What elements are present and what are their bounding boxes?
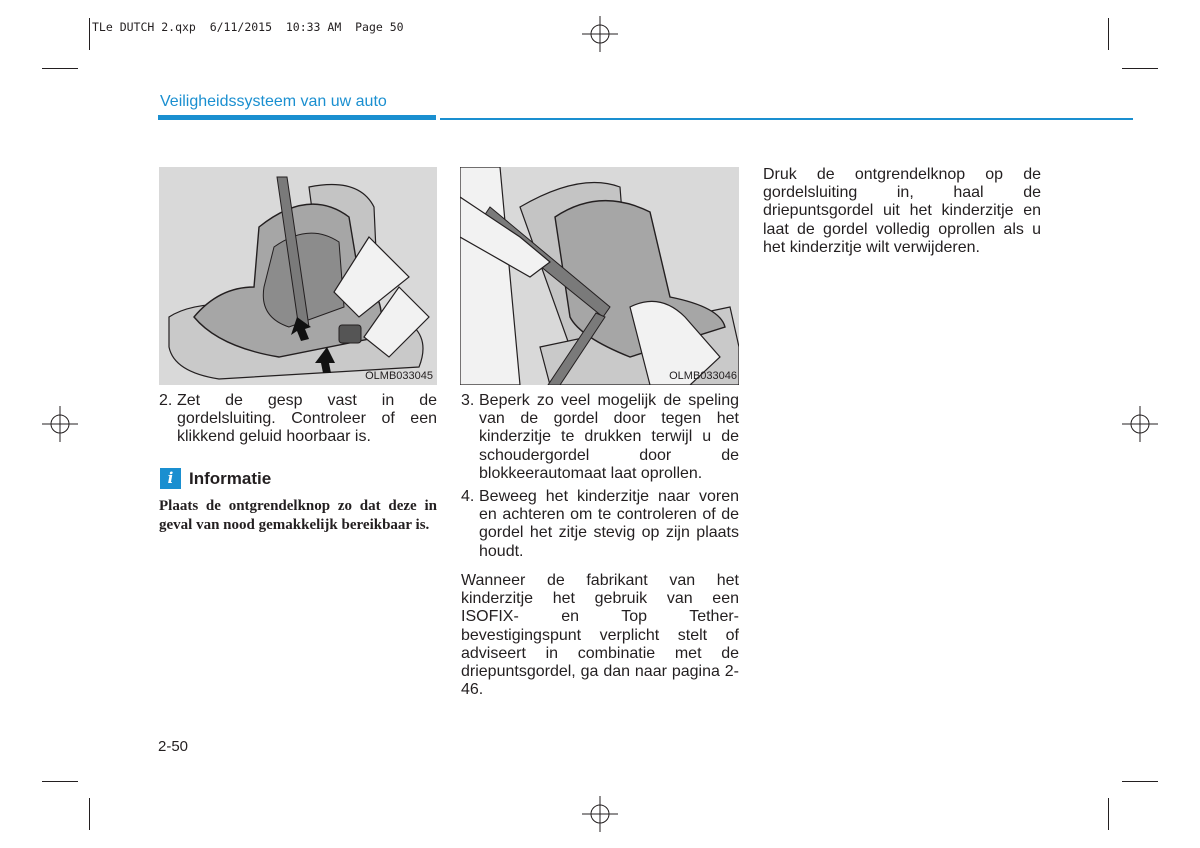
page-number: 2-50 — [158, 738, 189, 755]
section-title: Veiligheidssysteem van uw auto — [160, 93, 387, 110]
step-text: Beweeg het kinderzitje naar voren en achteren om te controleren of de gordel het zitje stevig op zijn plaats houdt. — [479, 488, 739, 560]
child-seat-buckle-illustration — [159, 167, 437, 385]
registration-mark-icon — [582, 16, 618, 52]
step-text: Beperk zo veel mogelijk de speling van de gordel door tegen het kinderzitje te drukken terwijl u de schoudergordel door de blokkeerautomaat laat oprollen. — [479, 392, 739, 482]
registration-mark-icon — [42, 406, 78, 442]
crop-mark — [89, 798, 90, 830]
crop-mark — [1122, 68, 1158, 69]
info-header — [160, 468, 271, 489]
crop-mark — [1108, 798, 1109, 830]
crop-mark — [42, 68, 78, 69]
figure-code: OLMB033045 — [365, 370, 433, 382]
step-text: Zet de gesp vast in de gordelsluiting. Controleer of een klikkend geluid hoorbaar is. — [177, 392, 437, 446]
step-number: 2. — [159, 392, 173, 409]
step-number: 3. — [461, 392, 475, 409]
step-4 — [461, 488, 739, 561]
crop-mark — [89, 18, 90, 50]
figure-child-seat-tighten — [460, 167, 739, 385]
step-number: 4. — [461, 488, 475, 505]
child-seat-tighten-illustration — [460, 167, 739, 385]
manufacturer-paragraph: Wanneer de fabrikant van het kinderzitje het gebruik van een ISOFIX- en Top Tether-bevestigingspunt verplicht stelt of adviseert in combinatie met de driepuntsgordel, ga dan naar pagina 2-46. — [461, 572, 739, 699]
release-paragraph: Druk de ontgrendelknop op de gordelsluiting in, haal de driepuntsgordel uit het kinderzitje en laat de gordel volledig oprollen als u het kinderzitje wilt verwijderen. — [763, 166, 1041, 256]
header-rule — [158, 115, 436, 120]
info-icon: i — [160, 468, 181, 489]
step-3 — [461, 392, 739, 483]
header-rule — [440, 118, 1133, 120]
print-slug: TLe DUTCH 2.qxp 6/11/2015 10:33 AM Page 50 — [92, 20, 404, 34]
crop-mark — [1108, 18, 1109, 50]
registration-mark-icon — [582, 796, 618, 832]
info-text: Plaats de ontgrendelknop zo dat deze in geval van nood gemakkelijk bereikbaar is. — [159, 498, 437, 533]
step-2 — [159, 392, 437, 447]
registration-mark-icon — [1122, 406, 1158, 442]
crop-mark — [1122, 781, 1158, 782]
figure-child-seat-buckle — [159, 167, 437, 385]
info-title: Informatie — [189, 468, 272, 488]
figure-code: OLMB033046 — [669, 370, 737, 382]
crop-mark — [42, 781, 78, 782]
